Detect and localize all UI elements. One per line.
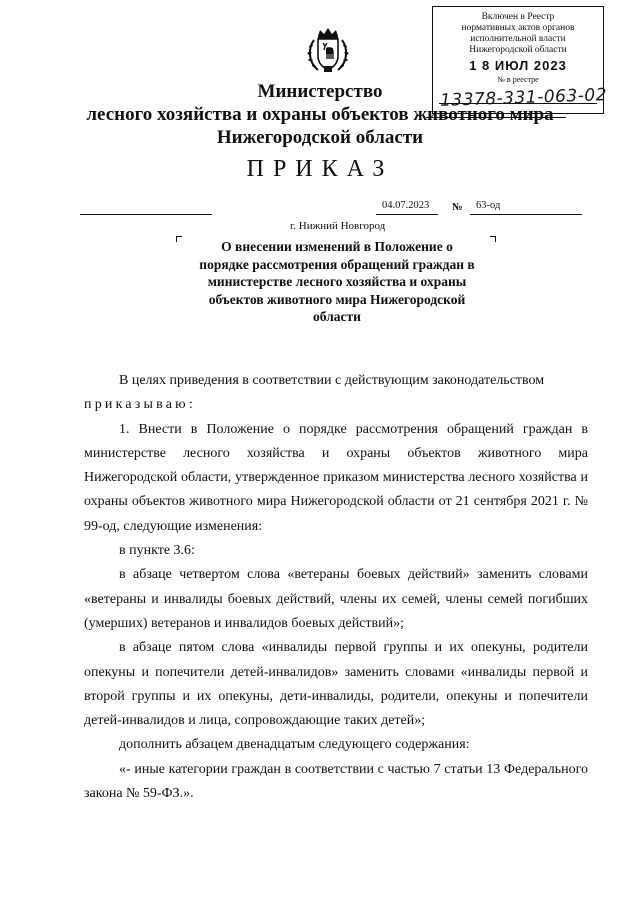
stamp-line-2: нормативных актов органов xyxy=(461,23,575,33)
subject-line-2: порядке рассмотрения обращений граждан в xyxy=(199,256,475,272)
body-paragraph: в абзаце четвертом слова «ветераны боевых действий» заменить словами «ветераны и инвалиды боевых действий, члены их семей, члены семей погибших (умерших) ветеранов и инвалидов боевых действий»; xyxy=(84,567,588,631)
order-subject xyxy=(180,238,494,326)
stamp-line-4: Нижегородской области xyxy=(469,45,567,55)
order-date: 04.07.2023 xyxy=(382,200,430,211)
number-underline xyxy=(470,214,582,215)
ministry-title-line-2: лесного хозяйства и охраны объектов животного мира xyxy=(86,104,554,125)
ministry-title-line-1: Министерство xyxy=(257,81,383,102)
city-name: г. Нижний Новгород xyxy=(290,220,386,232)
body-paragraph: В целях приведения в соответствии с действующим законодательством xyxy=(119,373,545,388)
stamp-date: 1 8 ИЮЛ 2023 xyxy=(469,58,567,73)
order-directive: приказываю: xyxy=(84,397,196,413)
body-paragraph: 1. Внести в Положение о порядке рассмотрения обращений граждан в министерстве лесного хозяйства и охраны объектов животного мира Нижегородской области, утвержденное приказом министерства лесного хозяйства и охраны объектов животного мира Нижегородской области от 21 сентября 2021 г. № 99-од, следующие изменения: xyxy=(84,421,588,534)
body-paragraph: в пункте 3.6: xyxy=(119,543,195,559)
order-body xyxy=(84,369,588,806)
stamp-registry-label: № в реестре xyxy=(497,75,539,84)
number-sign: № xyxy=(452,202,463,213)
subject-line-5: области xyxy=(313,309,361,324)
blank-line xyxy=(80,214,212,215)
date-underline xyxy=(376,214,438,215)
subject-line-3: министерстве лесного хозяйства и охраны xyxy=(207,274,467,289)
body-paragraph: в абзаце пятом слова «инвалиды первой группы и их опекуны, родители опекуны и попечители детей-инвалидов» заменить словами «инвалиды первой и второй группы и их опекуны, дети-инвалиды, родители, опекуны и попечители детей-инвалидов и лица, сопровождающие таких детей»; xyxy=(84,640,588,729)
ministry-title-line-3: Нижегородской области xyxy=(216,127,424,148)
body-paragraph: дополнить абзацем двенадцатым следующего содержания: xyxy=(119,737,470,753)
document-type-title: ПРИКАЗ xyxy=(246,156,394,182)
registry-number-handwritten: 13378-331-063-02 xyxy=(439,85,608,111)
order-number: 63-од xyxy=(476,200,501,211)
stamp-line-3: исполнительной власти xyxy=(470,34,566,44)
subject-line-1: О внесении изменений в Положение о xyxy=(221,239,453,254)
stamp-line-1: Включен в Реестр xyxy=(481,12,555,22)
coat-of-arms-icon xyxy=(304,26,352,76)
subject-line-4: объектов животного мира Нижегородской xyxy=(208,291,466,307)
body-paragraph: «- иные категории граждан в соответствии с частью 7 статьи 13 Федерального закона № 59-ФЗ.». xyxy=(84,761,588,802)
